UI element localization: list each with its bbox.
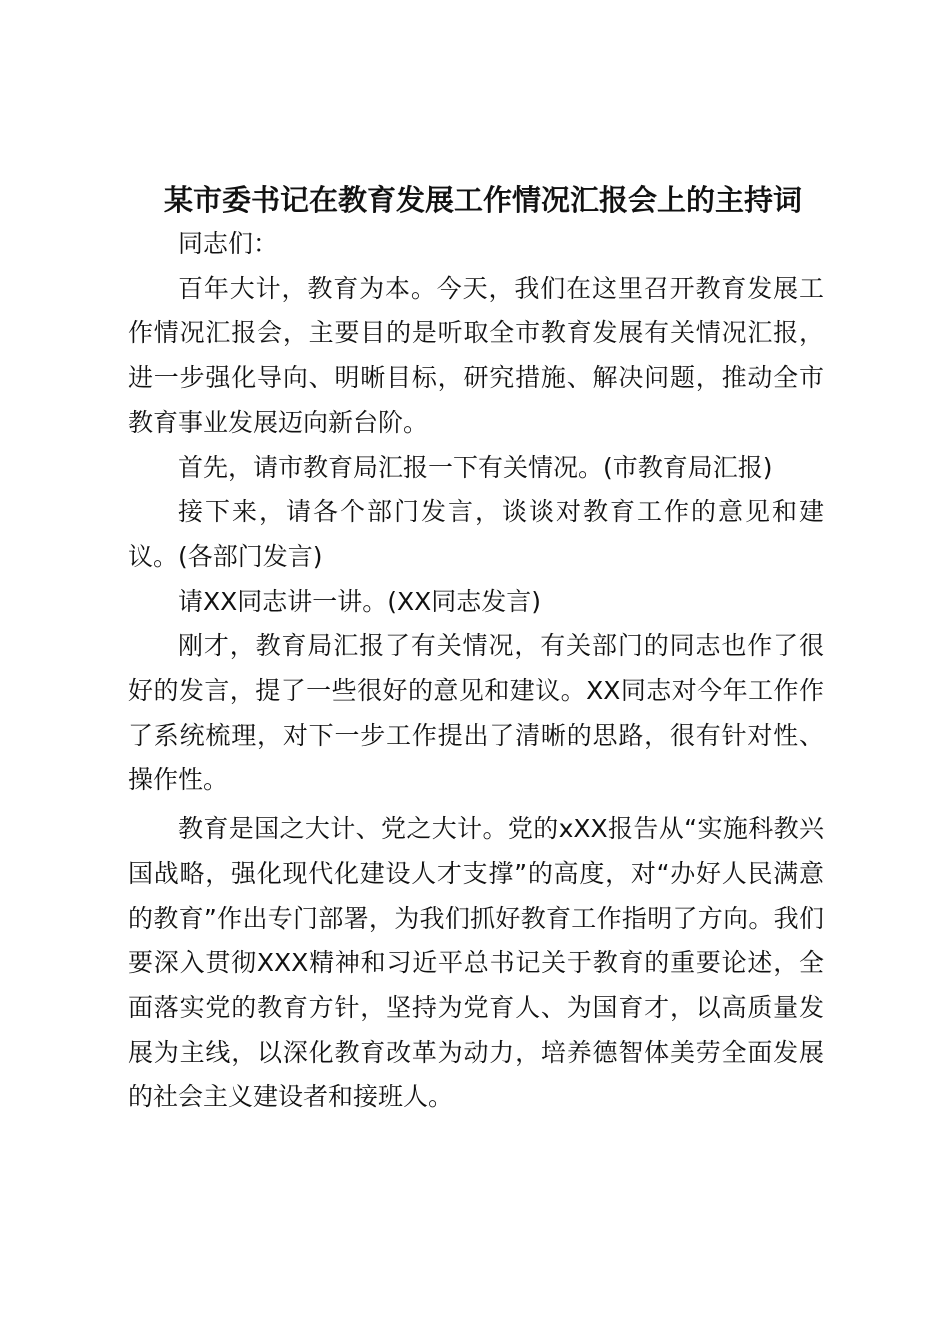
paragraph-opening: 百年大计，教育为本。今天，我们在这里召开教育发展工作情况汇报会，主要目的是听取全市教育发展有关情况汇报，进一步强化导向、明晰目标，研究措施、解决问题，推动全市教育事业发展迈向新台阶。 [128,273,824,437]
paragraph-education-bureau-report: 首先，请市教育局汇报一下有关情况。(市教育局汇报) [178,452,773,482]
paragraph-comrade-speech: 请XX同志讲一讲。(XX同志发言) [178,586,542,616]
paragraph-department-speeches: 接下来，请各个部门发言，谈谈对教育工作的意见和建议。(各部门发言) [128,497,824,571]
document-body [128,178,824,1120]
document-title: 某市委书记在教育发展工作情况汇报会上的主持词 [164,183,803,217]
salutation: 同志们： [178,229,279,258]
paragraph-education-policy: 教育是国之大计、党之大计。党的xXX报告从“实施科教兴国战略，强化现代化建设人才支撑”的高度，对“办好人民满意的教育”作出专门部署，为我们抓好教育工作指明了方向。我们要深入贯彻XXX精神和习近平总书记关于教育的重要论述，全面落实党的教育方针，坚持为党育人、为国育才，以高质量发展为主线，以深化教育改革为动力，培养德智体美劳全面发展的社会主义建设者和接班人。 [128,814,824,1112]
paragraph-summary: 刚才，教育局汇报了有关情况，有关部门的同志也作了很好的发言，提了一些很好的意见和建议。XX同志对今年工作作了系统梳理，对下一步工作提出了清晰的思路，很有针对性、操作性。 [128,631,824,795]
